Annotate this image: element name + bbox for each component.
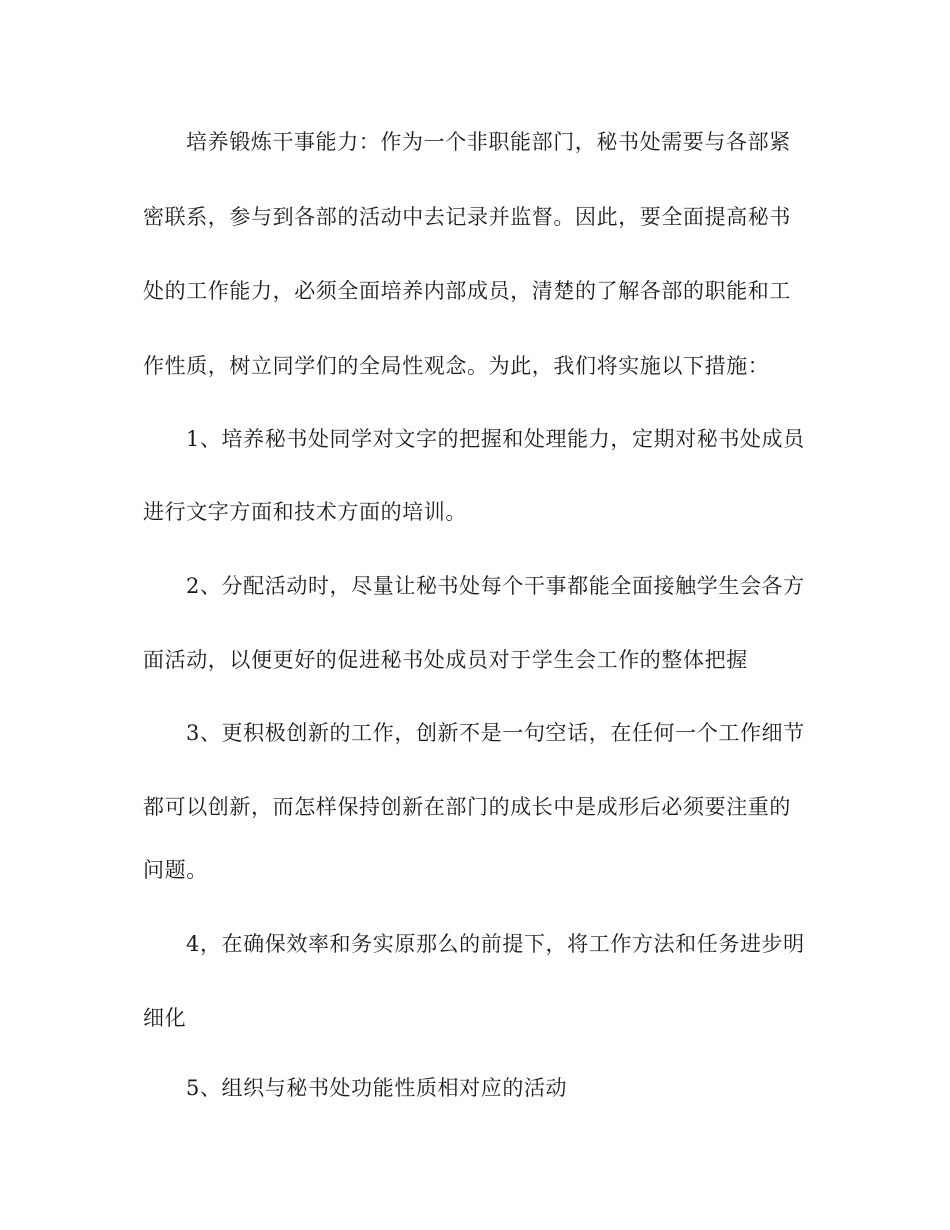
item-4-line-2: 细化 bbox=[143, 1006, 187, 1030]
item-2-line-2: 面活动，以便更好的促进秘书处成员对于学生会工作的整体把握 bbox=[143, 648, 748, 672]
paragraph-1-line-4: 作性质，树立同学们的全局性观念。为此，我们将实施以下措施： bbox=[143, 354, 770, 378]
item-1-line-2: 进行文字方面和技术方面的培训。 bbox=[143, 500, 467, 524]
item-2-line-1: 2、分配活动时，尽量让秘书处每个干事都能全面接触学生会各方 bbox=[186, 574, 805, 598]
paragraph-1-line-1: 培养锻炼干事能力：作为一个非职能部门，秘书处需要与各部紧 bbox=[186, 130, 791, 154]
item-3-line-2: 都可以创新，而怎样保持创新在部门的成长中是成形后必须要注重的 bbox=[143, 795, 791, 819]
item-1-line-1: 1、培养秘书处同学对文字的把握和处理能力，定期对秘书处成员 bbox=[186, 427, 805, 451]
item-5-line-1: 5、组织与秘书处功能性质相对应的活动 bbox=[186, 1076, 568, 1100]
item-3-line-3: 问题。 bbox=[143, 858, 208, 882]
paragraph-1-line-2: 密联系，参与到各部的活动中去记录并监督。因此，要全面提高秘书 bbox=[143, 205, 791, 229]
paragraph-1-line-3: 处的工作能力，必须全面培养内部成员，清楚的了解各部的职能和工 bbox=[143, 279, 791, 303]
item-3-line-1: 3、更积极创新的工作，创新不是一句空话，在任何一个工作细节 bbox=[186, 721, 805, 745]
item-4-line-1: 4，在确保效率和务实原那么的前提下，将工作方法和任务进步明 bbox=[186, 932, 805, 956]
